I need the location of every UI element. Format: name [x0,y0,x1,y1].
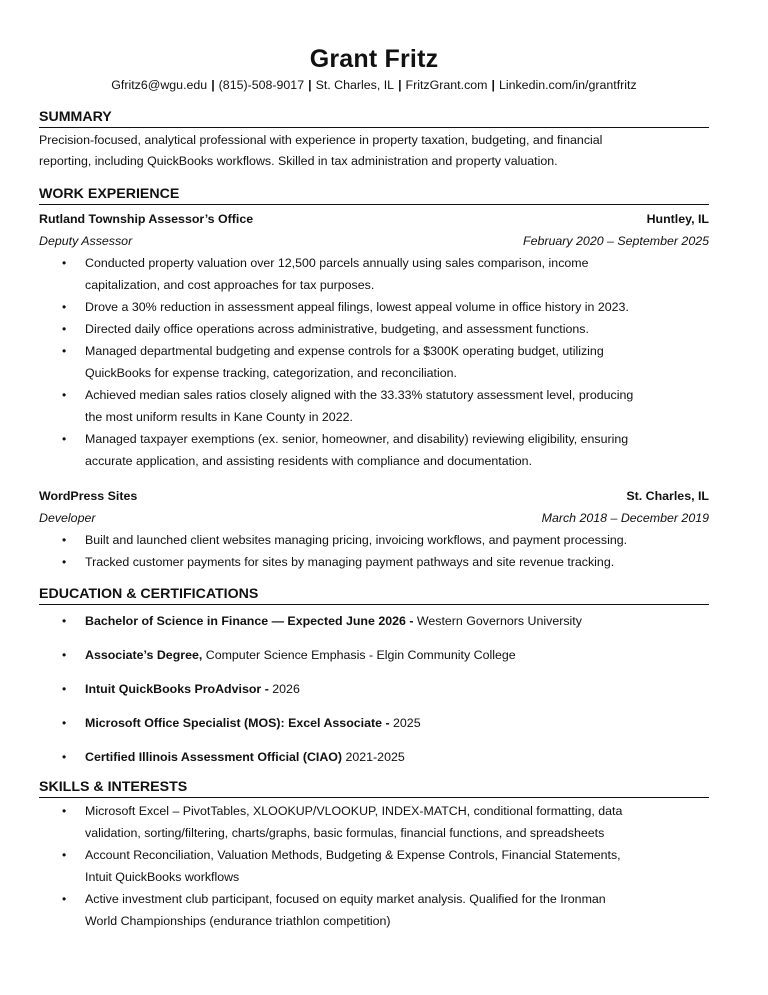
bullet-dot: • [62,892,67,906]
skill-line: Intuit QuickBooks workflows [85,870,240,884]
email[interactable]: Gfritz6@wgu.edu [111,78,208,92]
contact-separator: | [491,78,495,92]
skill-line: Microsoft Excel – PivotTables, XLOOKUP/VLOOKUP, INDEX-MATCH, conditional formatting, data [85,804,623,818]
bullet-line: Managed departmental budgeting and expense controls for a $300K operating budget, utilizing [85,344,604,358]
bullet-line: Conducted property valuation over 12,500 parcels annually using sales comparison, income [85,256,589,270]
bullet-line: Tracked customer payments for sites by managing payment pathways and site revenue tracking. [85,555,615,569]
bullet-dot: • [62,648,67,662]
bullet-item [39,318,709,340]
education-title: Intuit QuickBooks ProAdvisor - [85,682,269,696]
bullet-dot: • [62,555,67,569]
bullet-item [39,252,709,296]
skill-item [39,844,709,888]
skill-line: World Championships (endurance triathlon competition) [85,914,391,928]
bullet-dot: • [62,716,67,730]
bullet-line: accurate application, and assisting residents with compliance and documentation. [85,454,533,468]
job-dates: February 2020 – September 2025 [523,234,709,248]
job-title: Deputy Assessor [39,234,133,248]
job-organization: Rutland Township Assessor’s Office [39,212,254,226]
education-title: Certified Illinois Assessment Official (CIAO) [85,750,343,764]
skill-line: validation, sorting/filtering, charts/graphs, basic formulas, financial functions, and spreadsheets [85,826,605,840]
bullet-dot: • [62,322,67,336]
education-item [39,644,709,666]
job-location: Huntley, IL [646,212,709,226]
location: St. Charles, IL [315,78,395,92]
job-title: Developer [39,511,96,525]
education-detail: Computer Science Emphasis - Elgin Community College [202,648,516,662]
bullet-dot: • [62,682,67,696]
bullet-line: Built and launched client websites managing pricing, invoicing workflows, and payment processing. [85,533,628,547]
skill-item [39,888,709,932]
job-title-row [39,230,709,252]
contact-separator: | [211,78,215,92]
work-heading: WORK EXPERIENCE [39,185,709,205]
job-bullets [39,252,709,472]
education-detail: 2026 [268,682,300,696]
resume-page [39,0,709,932]
bullet-item [39,340,709,384]
education-heading: EDUCATION & CERTIFICATIONS [39,585,709,605]
bullet-dot: • [62,432,67,446]
bullet-line: QuickBooks for expense tracking, categorization, and reconciliation. [85,366,457,380]
bullet-line: capitalization, and cost approaches for tax purposes. [85,278,375,292]
bullet-dot: • [62,750,67,764]
summary-line: reporting, including QuickBooks workflows. Skilled in tax administration and property valuation. [39,154,558,168]
education-detail: 2021-2025 [342,750,405,764]
summary-text [39,130,709,172]
education-title: Associate’s Degree, [85,648,203,662]
summary-line: Precision-focused, analytical professional with experience in property taxation, budgeting, and financial [39,133,603,147]
bullet-dot: • [62,614,67,628]
job-organization: WordPress Sites [39,489,138,503]
bullet-item [39,296,709,318]
skill-line: Account Reconciliation, Valuation Methods, Budgeting & Expense Controls, Financial Statements, [85,848,621,862]
job-header-row [39,208,709,230]
bullet-line: the most uniform results in Kane County in 2022. [85,410,353,424]
bullet-dot: • [62,344,67,358]
bullet-line: Achieved median sales ratios closely aligned with the 33.33% statutory assessment level, producing [85,388,634,402]
job-entry [39,485,709,573]
job-title-row [39,507,709,529]
skills-heading: SKILLS & INTERESTS [39,778,709,798]
bullet-item [39,551,709,573]
education-item [39,610,709,632]
skill-line: Active investment club participant, focused on equity market analysis. Qualified for the Ironman [85,892,606,906]
education-item [39,712,709,734]
bullet-line: Managed taxpayer exemptions (ex. senior, homeowner, and disability) reviewing eligibility, ensuring [85,432,629,446]
education-item [39,746,709,768]
linkedin[interactable]: Linkedin.com/in/grantfritz [498,78,637,92]
work-experience-list [39,208,709,573]
job-dates: March 2018 – December 2019 [541,511,709,525]
education-title: Microsoft Office Specialist (MOS): Excel Associate - [85,716,390,730]
bullet-dot: • [62,533,67,547]
contact-separator: | [308,78,312,92]
bullet-item [39,428,709,472]
education-item [39,678,709,700]
job-entry [39,208,709,472]
bullet-dot: • [62,804,67,818]
bullet-item [39,529,709,551]
bullet-item [39,384,709,428]
job-bullets [39,529,709,573]
job-header-row [39,485,709,507]
contact-line [39,76,709,94]
phone: (815)-508-9017 [218,78,305,92]
education-title: Bachelor of Science in Finance — Expected June 2026 - [85,614,414,628]
job-location: St. Charles, IL [626,489,709,503]
bullet-line: Directed daily office operations across administrative, budgeting, and assessment functions. [85,322,589,336]
contact-separator: | [398,78,402,92]
education-list [39,610,709,768]
education-detail: 2025 [389,716,421,730]
candidate-name: Grant Fritz [309,45,439,73]
bullet-dot: • [62,300,67,314]
skill-item [39,800,709,844]
education-detail: Western Governors University [413,614,582,628]
skills-list [39,800,709,932]
bullet-dot: • [62,388,67,402]
bullet-line: Drove a 30% reduction in assessment appeal filings, lowest appeal volume in office history in 2023. [85,300,629,314]
website[interactable]: FritzGrant.com [405,78,488,92]
summary-heading: SUMMARY [39,108,709,128]
bullet-dot: • [62,848,67,862]
bullet-dot: • [62,256,67,270]
